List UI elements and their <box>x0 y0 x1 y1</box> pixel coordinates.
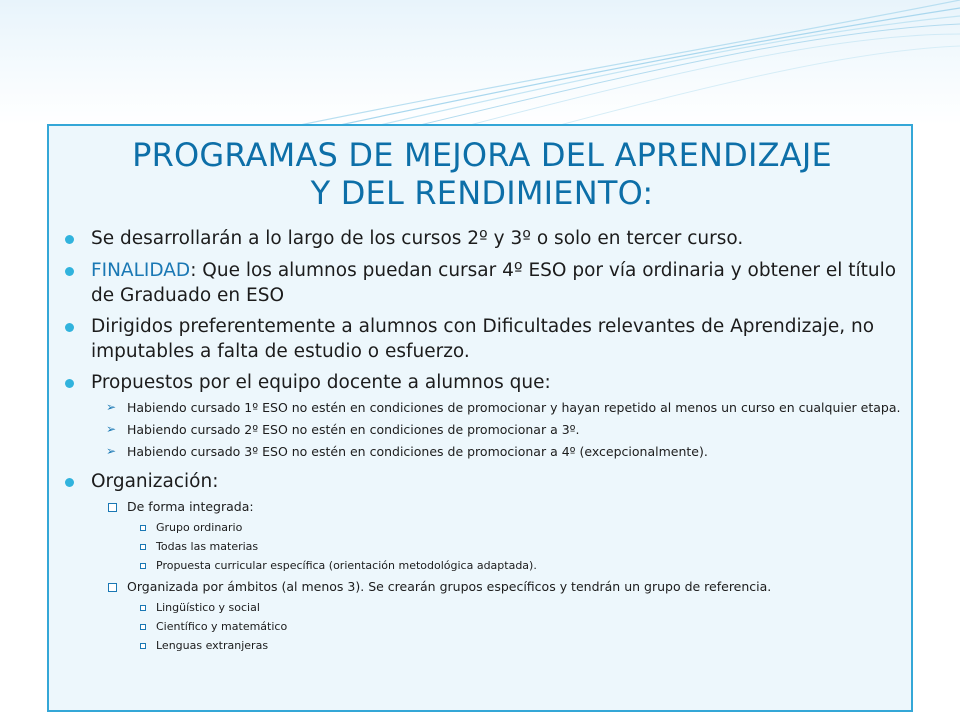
bullet-text: Propuestos por el equipo docente a alumnos que: <box>91 372 551 393</box>
org-subitem-text: Lenguas extranjeras <box>156 639 269 652</box>
bullet-text: : Que los alumnos puedan cursar 4º ESO por vía ordinaria y obtener el título de Graduado en ESO <box>91 260 897 306</box>
org-subitem <box>61 617 907 636</box>
small-square-icon <box>140 624 146 630</box>
bullet-dot-icon <box>65 323 74 332</box>
org-subitem-text: Lingüístico y social <box>156 601 260 614</box>
bullet-dot-icon <box>65 379 74 388</box>
small-square-icon <box>140 605 146 611</box>
org-subitem <box>61 537 907 556</box>
org-subitem-text: Propuesta curricular específica (orientación metodológica adaptada). <box>156 559 537 572</box>
finalidad-label: FINALIDAD <box>91 260 191 281</box>
small-square-icon <box>140 544 146 550</box>
org-subitem <box>61 518 907 537</box>
bullet-list <box>61 226 907 655</box>
bullet-item <box>61 226 907 251</box>
sub-item-text: Habiendo cursado 1º ESO no estén en condiciones de promocionar y hayan repetido al menos un curso en cualquier etapa. <box>127 400 901 415</box>
page-title <box>49 136 915 212</box>
org-item-text: Organizada por ámbitos (al menos 3). Se crearán grupos específicos y tendrán un grupo de referencia. <box>127 579 772 594</box>
org-subitem <box>61 636 907 655</box>
bullet-dot-icon <box>65 478 74 487</box>
bullet-text: Dirigidos preferentemente a alumnos con Dificultades relevantes de Aprendizaje, no imputables a falta de estudio o esfuerzo. <box>91 316 875 362</box>
org-subitem <box>61 556 907 575</box>
org-subitem-text: Científico y matemático <box>156 620 288 633</box>
bullet-dot-icon <box>65 235 74 244</box>
title-line-1: PROGRAMAS DE MEJORA DEL APRENDIZAJE <box>132 136 832 174</box>
sub-item <box>61 420 907 439</box>
org-subitem <box>61 598 907 617</box>
title-line-2: Y DEL RENDIMIENTO: <box>310 174 654 212</box>
arrow-icon: ➢ <box>106 444 117 458</box>
checkbox-icon <box>108 503 117 512</box>
org-subitem-text: Grupo ordinario <box>156 521 243 534</box>
org-item-text: De forma integrada: <box>127 499 254 514</box>
small-square-icon <box>140 643 146 649</box>
bullet-item <box>61 258 907 308</box>
content-panel <box>47 124 913 712</box>
bullet-text: Se desarrollarán a lo largo de los cursos 2º y 3º o solo en tercer curso. <box>91 228 744 249</box>
header-decoration <box>0 0 960 125</box>
small-square-icon <box>140 563 146 569</box>
sub-item-text: Habiendo cursado 2º ESO no estén en condiciones de promocionar a 3º. <box>127 422 580 437</box>
arrow-icon: ➢ <box>106 400 117 414</box>
org-item <box>61 497 907 517</box>
bullet-text: Organización: <box>91 471 219 492</box>
bullet-item <box>61 370 907 395</box>
org-subitem-text: Todas las materias <box>156 540 259 553</box>
org-item <box>61 577 907 597</box>
arrow-icon: ➢ <box>106 422 117 436</box>
checkbox-icon <box>108 583 117 592</box>
bullet-item <box>61 469 907 494</box>
sub-item <box>61 398 907 417</box>
small-square-icon <box>140 525 146 531</box>
swoosh-lines <box>0 0 960 125</box>
sub-item <box>61 442 907 461</box>
bullet-item <box>61 314 907 364</box>
bullet-dot-icon <box>65 267 74 276</box>
sub-item-text: Habiendo cursado 3º ESO no estén en condiciones de promocionar a 4º (excepcionalmente). <box>127 444 708 459</box>
